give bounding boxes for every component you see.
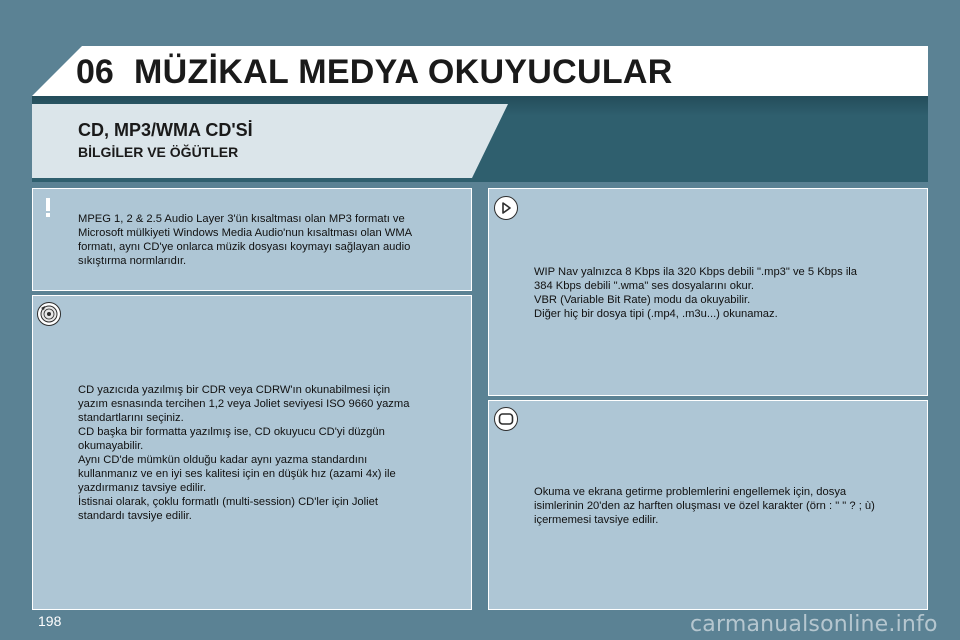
filenames-text: Okuma ve ekrana getirme problemlerini engellemek için, dosya isimlerinin 20'den az harften oluşması ve özel karakter (örn : " " ? ; ù) içermemesi tavsiye edilir. [534,486,875,526]
watermark: carmanualsonline.info [690,612,938,637]
chapter-number: 06 [76,53,114,91]
section-subtitle: BİLGİLER VE ÖĞÜTLER [78,144,239,160]
bitrate-text: WIP Nav yalnızca 8 Kbps ila 320 Kbps debili ".mp3" ve 5 Kbps ila 384 Kbps debili ".wma" ses dosyalarını okur. VBR (Variable Bit Rate) modu da okuyabilir. Diğer hiç bir dosya tipi (.mp4, .m3u...) okunamaz. [534,266,858,320]
page-title: MÜZİKAL MEDYA OKUYUCULAR [134,53,673,91]
exclamation-icon [36,195,60,219]
disc-icon [37,302,61,326]
section-title-box [32,104,472,178]
cd-burning-text: CD yazıcıda yazılmış bir CDR veya CDRW'ın okunabilmesi için yazım esnasında tercihen 1,2 veya Joliet seviyesi ISO 9660 yazma standartlarını seçiniz. CD başka bir formatta yazılmış ise, CD okuyucu CD'yi düzgün okumayabilir. Aynı CD'de mümkün olduğu kadar aynı yazma standardını kullanmanız ve en iyi ses kalitesi için en düşük hız (azami 4x) ile yazdırmanız tavsiye edilir. İstisnai olarak, çoklu formatlı (multi-session) CD'ler için Joliet standardı tavsiye edilir. [78,384,410,522]
warning-text: MPEG 1, 2 & 2.5 Audio Layer 3'ün kısaltması olan MP3 formatı ve Microsoft mülkiyeti Windows Media Audio'nun kısaltması olan WMA formatı, aynı CD'ye onlarca müzik dosyası koymayı sağlayan audio sıkıştırma normlarıdır. [78,213,413,267]
header-notch [32,46,82,96]
rounded-square-icon [494,407,518,431]
page-number: 198 [38,613,62,629]
section-title: CD, MP3/WMA CD'Sİ [78,120,253,140]
play-icon [494,196,518,220]
